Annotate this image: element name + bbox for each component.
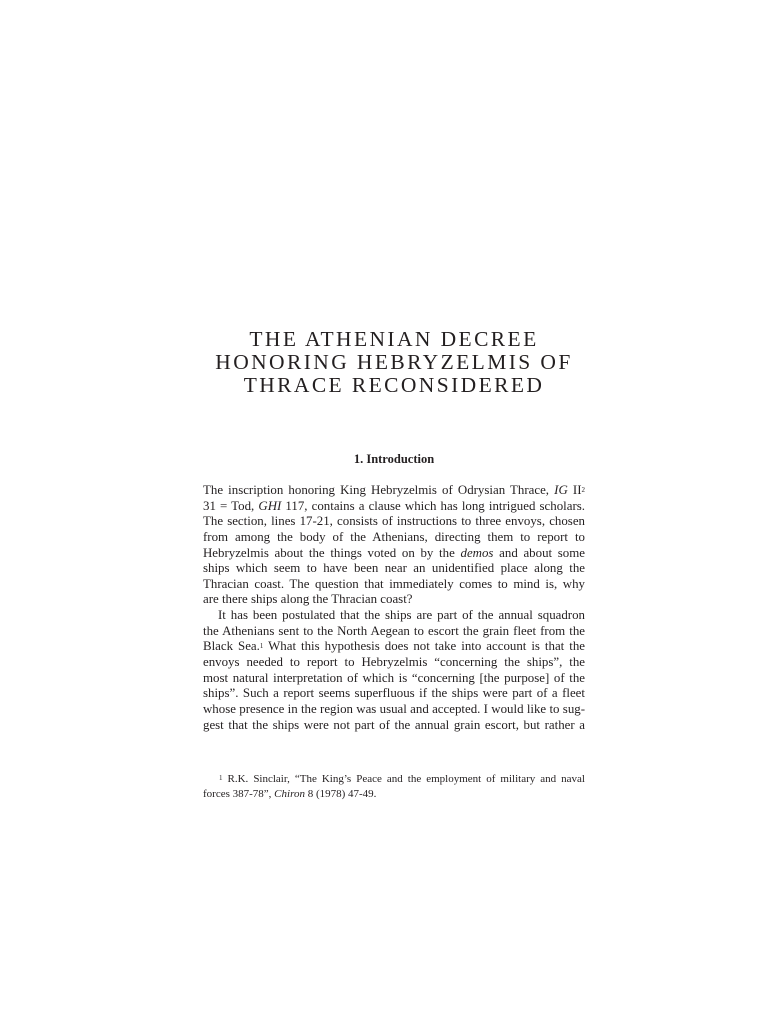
text-line: Thracian coast. The question that immediately comes to mind is, why <box>203 576 585 591</box>
text-line: from among the body of the Athenians, directing them to report to <box>203 529 585 544</box>
italic-journal: Chiron <box>274 788 305 800</box>
text-line: The inscription honoring King Hebryzelmis of Odrysian Thrace, IG $II^2$ <box>203 483 585 497</box>
footnote-ref: 1 <box>259 642 264 651</box>
footnote-line: forces 387-78”, Chiron 8 (1978) 47-49. <box>203 788 377 800</box>
section-heading: 1. Introduction <box>353 452 435 466</box>
title-line: THE ATHENIAN DECREE <box>249 327 539 351</box>
body-text <box>203 483 585 733</box>
text-line: Black Sea.$^1$ What this hypothesis does not take into account is that the <box>203 639 585 654</box>
footnote <box>203 772 585 802</box>
text-line: ships which seem to have been near an unidentified place along the <box>203 561 585 576</box>
text-line: Hebryzelmis about the things voted on by the demos and about some <box>203 545 585 560</box>
text-line: whose presence in the region was usual and accepted. I would like to sug- <box>203 701 585 716</box>
text-line: 31 = Tod, GHI 117, contains a clause which has long intrigued scholars. <box>203 498 585 513</box>
text-line: It has been postulated that the ships are part of the annual squadron <box>218 608 585 623</box>
superscript: 2 <box>581 486 585 494</box>
footnote-marker: 1 <box>219 774 223 782</box>
italic-term: demos <box>460 545 494 560</box>
italic-abbrev: GHI <box>258 498 282 513</box>
text-line: envoys needed to report to Hebryzelmis “concerning the ships”, the <box>203 655 585 670</box>
text-line: most natural interpretation of which is “concerning [the purpose] of the <box>203 670 585 685</box>
text-line: are there ships along the Thracian coast? <box>203 592 413 607</box>
italic-abbrev: IG <box>554 483 568 497</box>
title-line: THRACE RECONSIDERED <box>243 373 545 397</box>
text-line: gest that the ships were not part of the annual grain escort, but rather a <box>203 717 585 732</box>
title-line: HONORING HEBRYZELMIS OF <box>215 350 573 374</box>
article-title <box>190 328 598 397</box>
text-line: The section, lines 17-21, consists of instructions to three envoys, chosen <box>203 514 585 529</box>
text-line: ships”. Such a report seems superfluous if the ships were part of a fleet <box>203 686 585 701</box>
footnote-line: $^1$ R.K. Sinclair, “The King’s Peace and the employment of military and naval <box>219 773 585 785</box>
text-line: the Athenians sent to the North Aegean to escort the grain fleet from the <box>203 623 585 638</box>
